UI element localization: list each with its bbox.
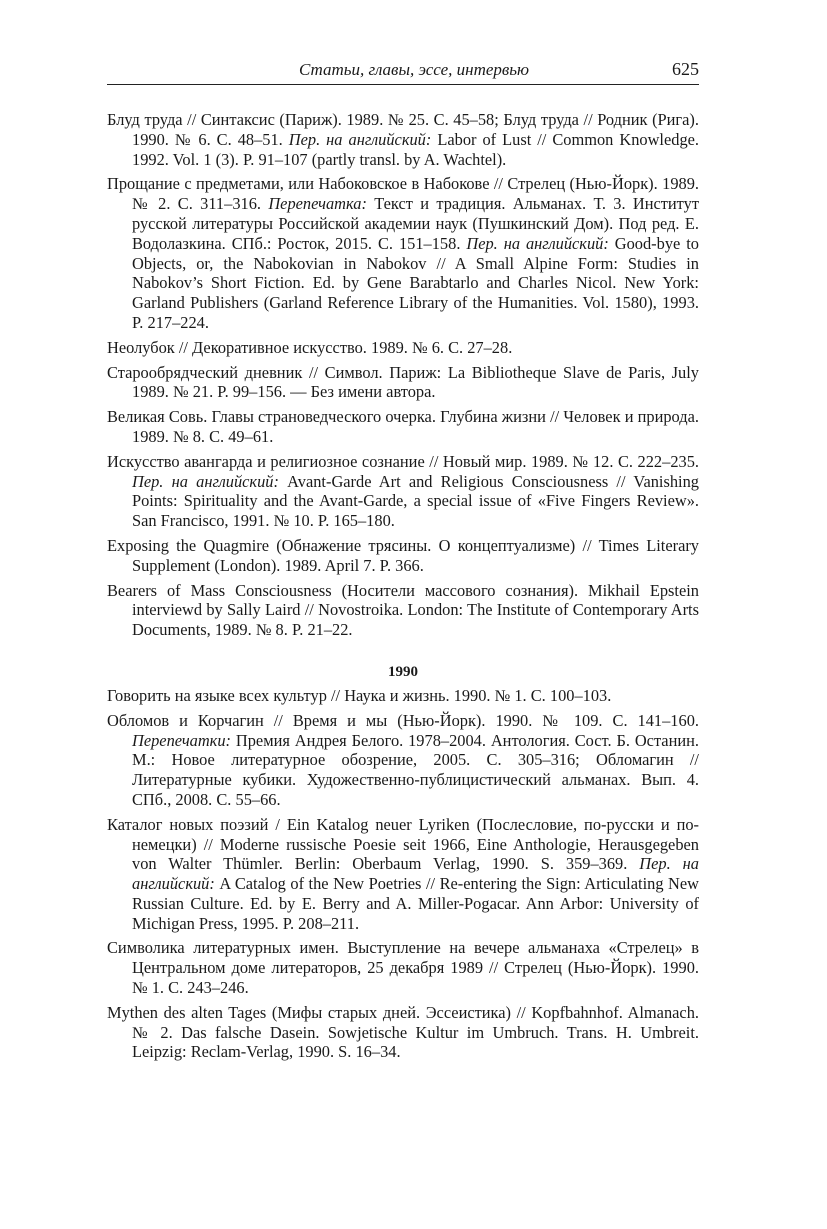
entry-text: Текст и традиция. Альманах. Т. 3. Институт русской литературы Российской академии наук (Пушкинский Дом). Под ред. Е. Водолазкина. СПб.: Росток, 2015. С. 151–158. [132, 194, 699, 253]
bibliography-entry [107, 174, 699, 332]
entry-text: Good-bye to Objects, or, the Nabokovian in Nabokov // A Small Alpine Form: Studies in Nabokov’s Short Fiction. Ed. by Gene Barabtarlo and Charles Nicol. New York: Garland Publishers (Garland Reference Library of the Humanities. Vol. 1580), 1993. P. 217–224. [132, 233, 699, 332]
entry-text: Символика литературных имен. Выступление на вечере альманаха «Стрелец» в Центральном доме литераторов, 25 декабря 1989 // Стрелец (Нью-Йорк). 1990. № 1. С. 243–246. [107, 938, 699, 998]
entry-text: Labor of Lust // Common Knowledge. 1992. Vol. 1 (3). P. 91–107 (partly transl. by A. Wachtel). [132, 129, 700, 169]
entry-text: Блуд труда // Синтаксис (Париж). 1989. № 25. С. 45–58; Блуд труда // Родник (Рига). 1990. № 6. С. 48–51. [107, 110, 699, 149]
bibliography-entry [107, 338, 699, 358]
bibliography-entry [107, 536, 699, 576]
bibliography-entry [107, 452, 699, 531]
bibliography-entry [107, 407, 699, 447]
bibliography [107, 110, 699, 1062]
entry-text: Каталог новых поэзий / Ein Katalog neuer Lyriken (Послесловие, по-русски и по-немецки) // Moderne russische Poesie seit 1966, Eine Anthologie, Herausgegeben von Walter Thümler. Berlin: Oberbaum Verlag, 1990. S. 359–369. [107, 814, 699, 874]
entry-text: Avant-Garde Art and Religious Consciousness // Vanishing Points: Spirituality and the Avant-Garde, a special issue of «Five Fingers Review». San Francisco, 1991. № 10. P. 165–180. [132, 471, 699, 531]
entry-italic-text: Пер. на английский: [288, 129, 432, 149]
bibliography-entry [107, 581, 699, 640]
page-number: 625 [672, 59, 699, 79]
running-head-title: Статьи, главы, эссе, интервью [298, 60, 529, 79]
entry-text: Говорить на языке всех культур // Наука и жизнь. 1990. № 1. С. 100–103. [107, 685, 612, 705]
entry-italic-text: Пер. на английский: [132, 854, 699, 894]
year-heading: 1990 [388, 663, 418, 680]
entry-text: Bearers of Mass Consciousness (Носители массового сознания). Mikhail Epstein interviewd by Sally Laird // Novostroika. London: The Institute of Contemporary Arts Documents, 1989. № 8. P. 21–22. [107, 580, 699, 640]
entry-italic-text: Пер. на английский: [132, 471, 279, 491]
bibliography-entry [107, 686, 699, 706]
entries-1990 [107, 686, 699, 1062]
entry-italic-text: Перепечатка: [268, 194, 367, 214]
entry-italic-text: Перепечатки: [132, 730, 232, 750]
entry-text: Exposing the Quagmire (Обнажение трясины. О концептуализме) // Times Literary Supplement (London). 1989. April 7. P. 366. [107, 535, 699, 575]
bibliography-entry [107, 1003, 699, 1062]
entry-text: Старообрядческий дневник // Символ. Париж: La Bibliotheque Slave de Paris, July 1989. № 21. P. 99–156. — Без имени автора. [107, 362, 699, 402]
book-page [107, 58, 699, 1178]
entry-text: Неолубок // Декоративное искусство. 1989. № 6. С. 27–28. [107, 337, 513, 357]
bibliography-entry [107, 815, 699, 934]
entry-text: Великая Совь. Главы страноведческого очерка. Глубина жизни // Человек и природа. 1989. № 8. С. 49–61. [107, 407, 699, 446]
entry-text: Прощание с предметами, или Набоковское в Набокове // Стрелец (Нью-Йорк). 1989. № 2. С. 311–316. [107, 174, 699, 214]
bibliography-entry [107, 110, 699, 169]
entry-text: Mythen des alten Tages (Мифы старых дней. Эссеистика) // Kopfbahnhof. Almanach. № 2. Das falsche Dasein. Sowjetische Kultur im Umbruch. Trans. H. Umbreit. Leipzig: Reclam-Verlag, 1990. S. 16–34. [107, 1002, 699, 1062]
bibliography-entry [107, 363, 699, 403]
running-head [107, 58, 699, 85]
bibliography-entry [107, 711, 699, 810]
bibliography-entry [107, 938, 699, 997]
entry-text: A Catalog of the New Poetries // Re-entering the Sign: Articulating New Russian Culture. Ed. by E. Berry and A. Miller-Pogacar. Ann Arbor: University of Michigan Press, 1995. P. 208–211. [132, 874, 699, 933]
entry-italic-text: Пер. на английский: [466, 233, 609, 253]
entries-1989 [107, 110, 699, 640]
entry-text: Обломов и Корчагин // Время и мы (Нью-Йорк). 1990. № 109. С. 141–160. [107, 710, 699, 730]
entry-text: Премия Андрея Белого. 1978–2004. Антология. Сост. Б. Останин. М.: Новое литературное обозрение, 2005. С. 305–316; Обломагин // Литературные кубики. Художественно-публицистический альманах. Вып. 4. СПб., 2008. С. 55–66. [132, 730, 699, 809]
entry-text: Искусство авангарда и религиозное сознание // Новый мир. 1989. № 12. С. 222–235. [107, 451, 699, 471]
